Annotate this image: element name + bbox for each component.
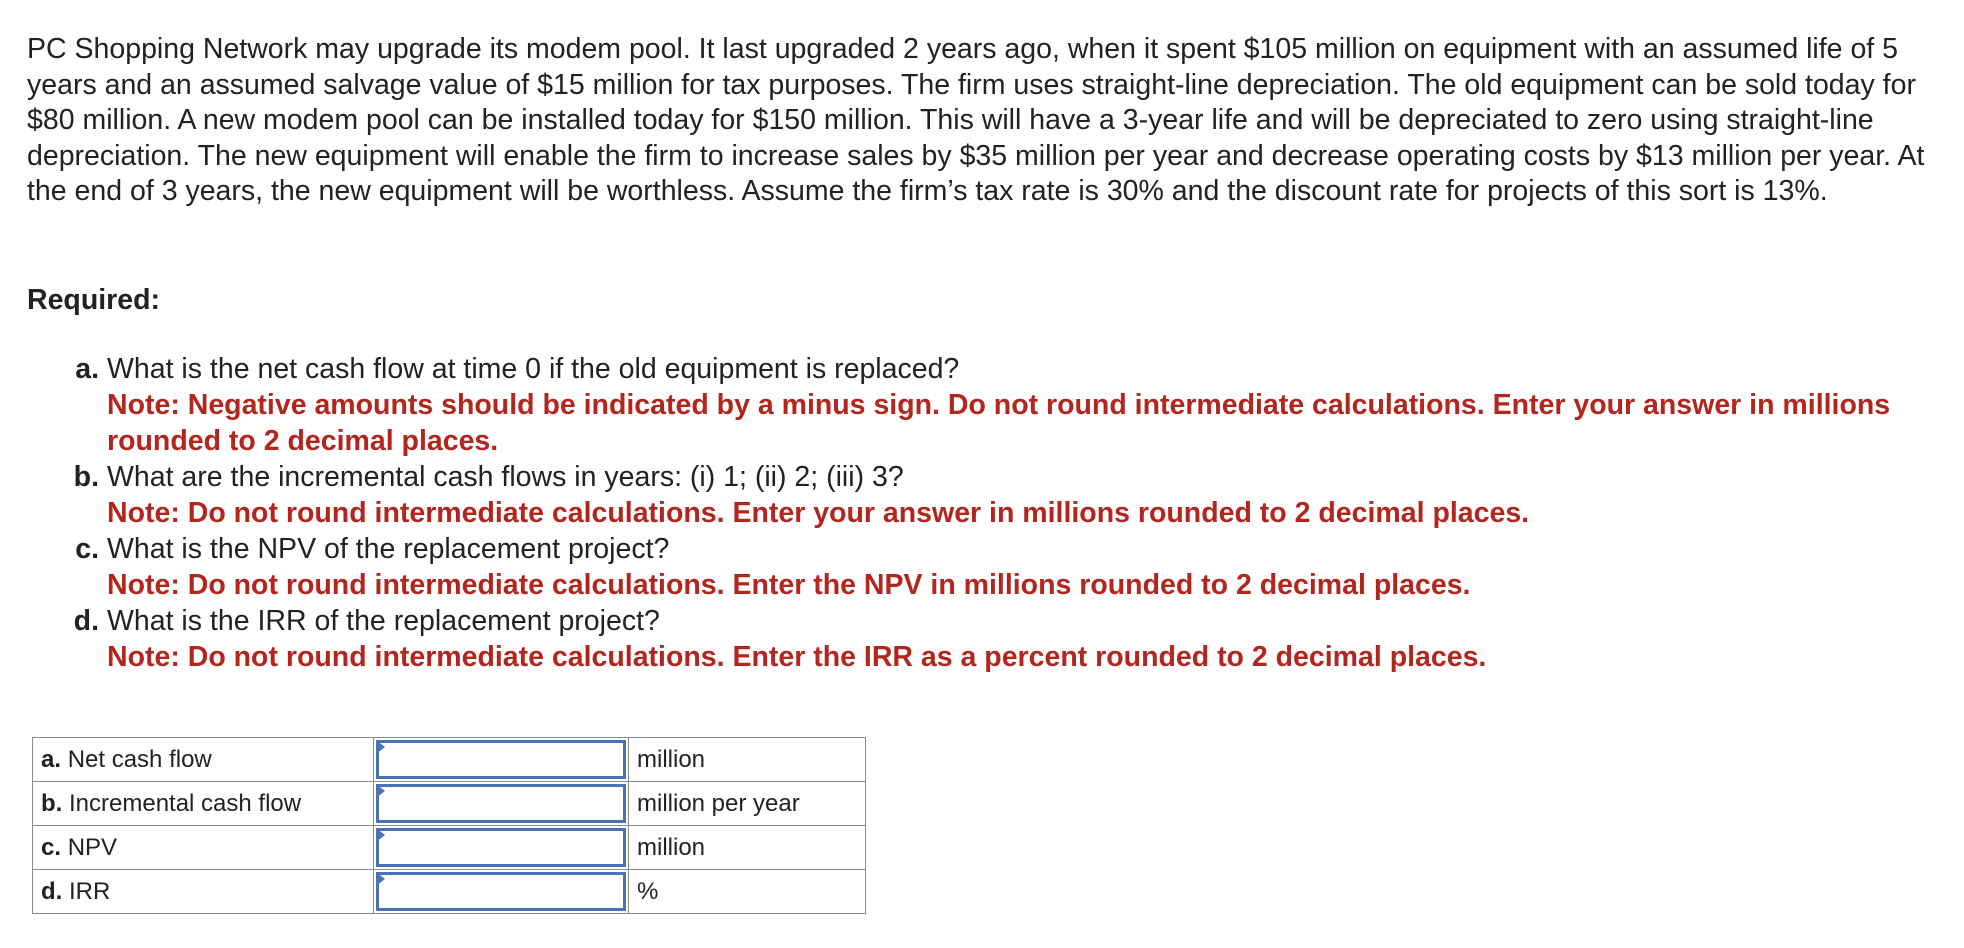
question-b	[27, 459, 1937, 531]
answer-label-text: Net cash flow	[67, 745, 212, 773]
question-note: Note: Do not round intermediate calculations. Enter your answer in millions rounded to 2 decimal places.	[107, 497, 1530, 529]
question-text: What is the NPV of the replacement project?	[107, 533, 670, 565]
npv-input[interactable]	[376, 828, 626, 867]
question-letter: a.	[75, 353, 99, 385]
answer-label	[33, 782, 374, 826]
question-note: Note: Do not round intermediate calculations. Enter the NPV in millions rounded to 2 decimal places.	[107, 569, 1471, 601]
answer-unit: million per year	[629, 782, 866, 826]
irr-input[interactable]	[376, 872, 626, 911]
required-heading: Required:	[27, 284, 161, 316]
question-note: Note: Negative amounts should be indicated by a minus sign. Do not round intermediate calculations. Enter your answer in millions rounded to 2 decimal places.	[107, 389, 1891, 457]
question-letter: b.	[73, 461, 99, 493]
answer-letter: d.	[41, 877, 63, 905]
question-list	[27, 351, 1937, 675]
answer-letter: a.	[41, 745, 62, 773]
answer-row-incremental-cash-flow	[33, 782, 866, 826]
answer-unit: million	[629, 738, 866, 782]
question-text: What is the IRR of the replacement project?	[107, 605, 660, 637]
answer-unit: %	[629, 870, 866, 914]
answer-input-cell	[374, 826, 629, 870]
answer-letter: b.	[41, 789, 63, 817]
answer-label	[33, 826, 374, 870]
net-cash-flow-input[interactable]	[376, 740, 626, 779]
answer-label	[33, 870, 374, 914]
answer-letter: c.	[41, 833, 62, 861]
answer-input-cell	[374, 782, 629, 826]
question-text: What is the net cash flow at time 0 if the old equipment is replaced?	[107, 353, 960, 385]
answer-row-irr	[33, 870, 866, 914]
question-c	[27, 531, 1937, 603]
question-letter: c.	[75, 533, 99, 565]
question-a	[27, 351, 1937, 459]
problem-statement: PC Shopping Network may upgrade its modem pool. It last upgraded 2 years ago, when it spent $105 million on equipment with an assumed life of 5 years and an assumed salvage value of $15 million for tax purposes. The firm uses straight-line depreciation. The old equipment can be sold today for $80 million. A new modem pool can be installed today for $150 million. This will have a 3-year life and will be depreciated to zero using straight-line depreciation. The new equipment will enable the firm to increase sales by $35 million per year and decrease operating costs by $13 million per year. At the end of 3 years, the new equipment will be worthless. Assume the firm’s tax rate is 30% and the discount rate for projects of this sort is 13%.	[27, 33, 1925, 207]
answer-unit: million	[629, 826, 866, 870]
flag-icon	[376, 828, 385, 842]
answer-table	[32, 737, 866, 914]
answer-input-cell	[374, 870, 629, 914]
answer-row-npv	[33, 826, 866, 870]
answer-label-text: IRR	[69, 877, 111, 905]
question-note: Note: Do not round intermediate calculations. Enter the IRR as a percent rounded to 2 decimal places.	[107, 641, 1487, 673]
answer-label-text: NPV	[67, 833, 118, 861]
incremental-cash-flow-input[interactable]	[376, 784, 626, 823]
flag-icon	[376, 784, 385, 798]
answer-row-net-cash-flow	[33, 738, 866, 782]
question-text: What are the incremental cash flows in years: (i) 1; (ii) 2; (iii) 3?	[107, 461, 904, 493]
answer-input-cell	[374, 738, 629, 782]
question-d	[27, 603, 1937, 675]
answer-label-text: Incremental cash flow	[69, 789, 302, 817]
question-letter: d.	[73, 605, 99, 637]
answer-label	[33, 738, 374, 782]
flag-icon	[376, 740, 385, 754]
flag-icon	[376, 872, 385, 886]
